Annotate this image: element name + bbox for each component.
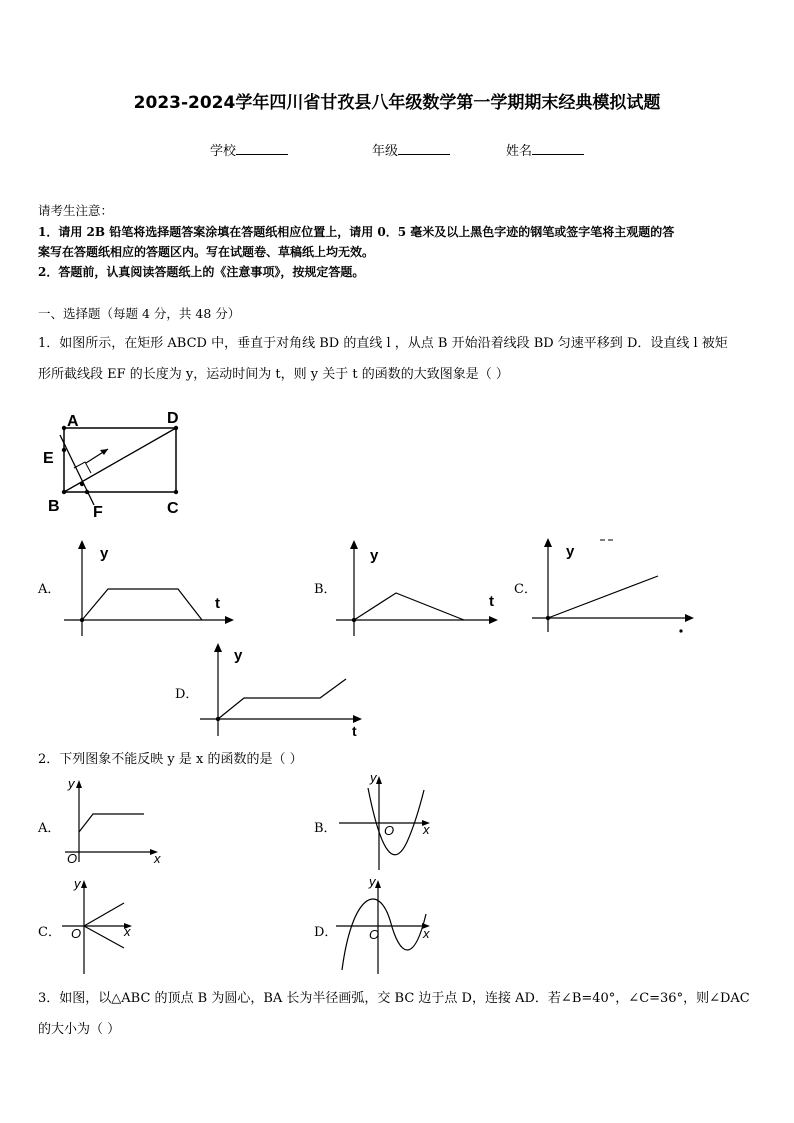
q2-option-d-graph[interactable] [334, 874, 446, 978]
y-label: y [566, 543, 575, 560]
grade-field[interactable] [372, 140, 450, 159]
name-field[interactable] [506, 140, 584, 159]
q2-option-d-label[interactable]: D． [314, 925, 338, 940]
point-f [85, 490, 89, 494]
page-title: 2023-2024学年四川省甘孜县八年级数学第一学期期末经典模拟试题 [133, 93, 661, 113]
label-f: F [93, 504, 103, 521]
notice-item1-line2: 案写在答题纸相应的答题区内。写在试题卷、草稿纸上均无效。 [38, 245, 375, 259]
q2-option-b-label[interactable]: B． [314, 821, 337, 836]
notice-item2: 2．答题前，认真阅读答题纸上的《注意事项》，按规定答题。 [38, 265, 365, 279]
q2-option-b-graph[interactable] [334, 770, 446, 874]
section-heading: 一、选择题（每题 4 分，共 48 分） [38, 306, 241, 321]
q1-option-d-label[interactable]: D． [175, 687, 199, 702]
right-angle-mark [74, 462, 91, 473]
q1-option-a-graph[interactable] [60, 538, 240, 638]
notice-heading: 请考生注意： [38, 203, 114, 218]
y-label: y [370, 547, 379, 564]
label-b: B [48, 498, 60, 515]
name-blank[interactable] [532, 142, 584, 155]
label-d: D [167, 410, 179, 427]
q2-option-c-graph[interactable] [60, 874, 160, 978]
y-label: y [68, 776, 75, 791]
q1-option-b-graph[interactable] [332, 538, 512, 638]
point-e [62, 448, 66, 452]
x-label: x [124, 924, 131, 939]
origin-label: O [67, 851, 78, 866]
q1-option-d-graph[interactable] [196, 640, 368, 738]
label-a: A [67, 413, 79, 430]
q1-option-b-label[interactable]: B． [314, 582, 337, 597]
school-label: 学校 [210, 144, 237, 159]
label-e: E [43, 450, 54, 467]
q2-text: 2．下列图象不能反映 y 是 x 的函数的是（ ） [38, 752, 303, 767]
name-label: 姓名 [506, 144, 533, 159]
arrow-head [100, 449, 108, 455]
y-label: y [74, 876, 81, 891]
label-c: C [167, 500, 179, 517]
q1-line1: 1．如图所示，在矩形 ABCD 中，垂直于对角线 BD 的直线 l ，从点 B 开始沿着线段 BD 匀速平移到 D．设直线 l 被矩 [38, 336, 728, 351]
q2-option-c-label[interactable]: C． [38, 925, 61, 940]
x-label: x [154, 851, 161, 866]
q3-line2: 的大小为（ ） [38, 1022, 121, 1037]
origin-label: O [384, 823, 395, 838]
q2-option-a-graph[interactable] [60, 772, 172, 868]
t-label: t [352, 723, 357, 738]
school-field[interactable] [210, 140, 288, 159]
grade-blank[interactable] [398, 142, 450, 155]
q1-rectangle-figure [38, 405, 198, 525]
school-blank[interactable] [236, 142, 288, 155]
origin-label: O [369, 927, 380, 942]
t-label: t [489, 593, 494, 610]
q1-option-c-graph[interactable] [528, 534, 700, 638]
t-label-mark [679, 629, 682, 632]
x-label: x [423, 926, 430, 941]
q1-option-c-label[interactable]: C． [514, 582, 537, 597]
x-label: x [423, 822, 430, 837]
grade-label: 年级 [372, 144, 399, 159]
t-label: t [215, 595, 220, 612]
q2-option-a-label[interactable]: A． [38, 821, 61, 836]
notice-item1-line1: 1．请用 2B 铅笔将选择题答案涂填在答题纸相应位置上，请用 0．5 毫米及以上黑色字迹的钢笔或签字笔将主观题的答 [38, 225, 675, 239]
y-label: y [370, 770, 377, 785]
q1-option-a-label[interactable]: A． [38, 582, 61, 597]
y-label: y [100, 545, 109, 562]
q1-line2: 形所截线段 EF 的长度为 y，运动时间为 t，则 y 关于 t 的函数的大致图象是（ ） [38, 367, 509, 382]
y-label: y [369, 874, 376, 889]
origin-label: O [71, 926, 82, 941]
q3-line1: 3．如图，以△ABC 的顶点 B 为圆心，BA 长为半径画弧，交 BC 边于点 D，连接 AD．若∠B=40°，∠C=36°，则∠DAC [38, 991, 750, 1006]
y-label: y [234, 647, 243, 664]
